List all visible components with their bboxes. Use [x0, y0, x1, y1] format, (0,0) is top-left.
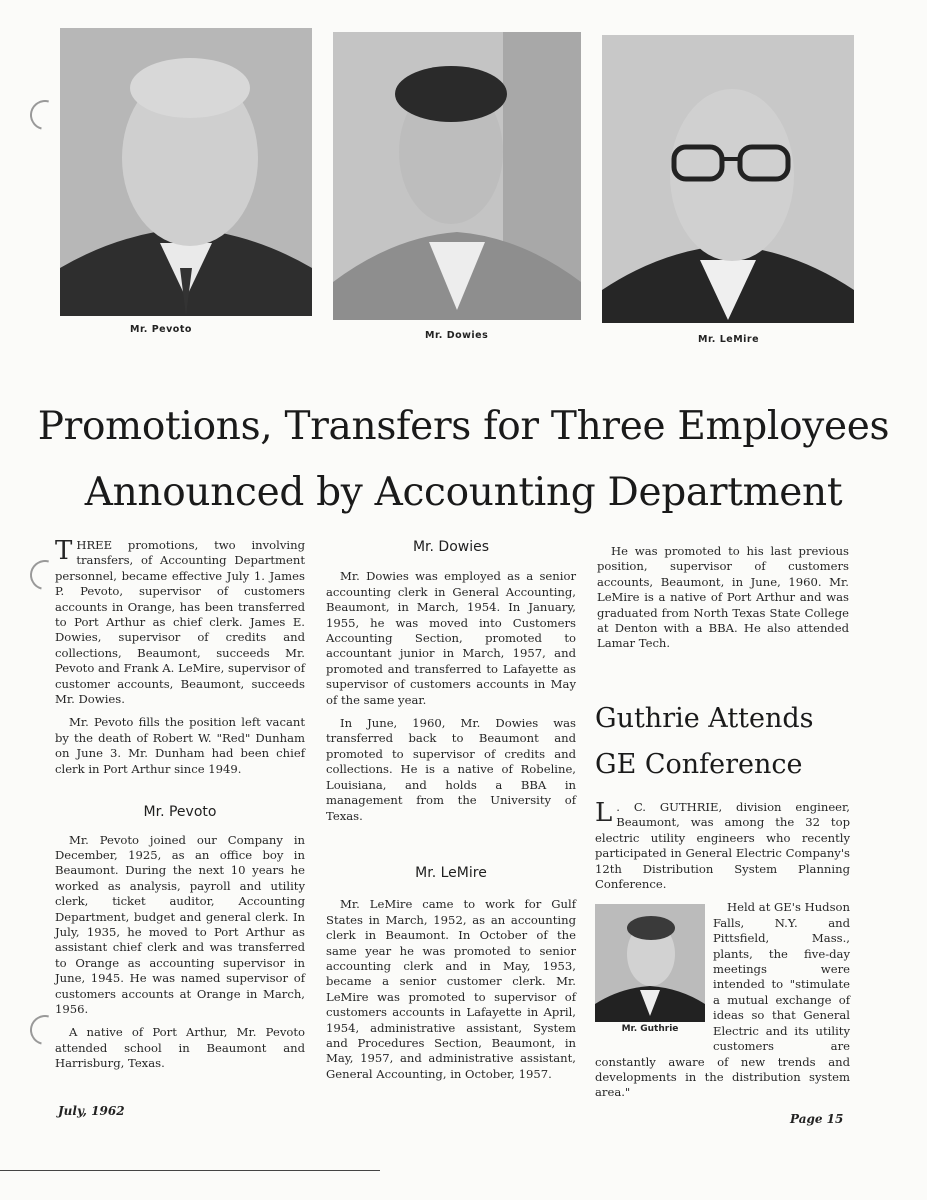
guthrie-paragraph-1: L . C. GUTHRIE, division engineer, Beaumont, was among the 32 top electric utility engineers who recently participated in General Electric Company's 12th Distribution System Planning Conference.: [595, 798, 850, 892]
column-1: [55, 538, 305, 1080]
dowies-caption: Mr. Dowies: [425, 330, 489, 341]
col1-paragraph-2: Mr. Pevoto fills the position left vacant by the death of Robert W. "Red" Dunham on June 3. Mr. Dunham had been chief clerk in Port Arthur since 1949.: [55, 715, 305, 776]
dowies-subhead: Mr. Dowies: [412, 539, 490, 555]
guthrie-paragraph-2: Held at GE's Hudson Falls, N.Y. and Pittsfield, Mass., plants, the five-day meetings were intended to "stimulate a mutual exchange of ideas so that General Electric and its utility customers are constantly aware of new trends and developments in the distribution system area.": [595, 900, 850, 1100]
intro-paragraph: THREE promotions, two involving transfers, of Accounting Department personnel, became effective July 1. James P. Pevoto, supervisor of customers accounts in Orange, has been transferred to Port Arthur as chief clerk. James E. Dowies, supervisor of credits and collections, Beaumont, succeeds Mr. Pevoto and Frank A. LeMire, supervisor of customer accounts, Beaumont, succeeds Mr. Dowies.: [55, 536, 305, 707]
guthrie-photo: [595, 904, 705, 1022]
page-number: Page 15: [790, 1112, 844, 1126]
col2-paragraph-1: Mr. Dowies was employed as a senior accounting clerk in General Accounting, Beaumont, in March, 1954. In January, 1955, he was moved into Customers Accounting Section, promoted to accountant junior in March, 1957, and promoted and transferred to Lafayette as supervisor of customers accounts in May of the same year.: [326, 569, 576, 707]
pevoto-subhead: Mr. Pevoto: [143, 804, 217, 821]
guthrie-headline: [595, 696, 855, 788]
guthrie-caption: Mr. Guthrie: [621, 1024, 679, 1035]
dowies-photo: [333, 32, 581, 320]
headline-line-1: Promotions, Transfers for Three Employees: [37, 404, 890, 449]
pevoto-photo: [60, 28, 312, 316]
lemire-subhead: Mr. LeMire: [415, 864, 487, 881]
bottom-rule: [0, 1170, 380, 1171]
col1-paragraph-4: A native of Port Arthur, Mr. Pevoto attended school in Beaumont and Harrisburg, Texas.: [55, 1025, 305, 1071]
col3-paragraph-1: He was promoted to his last previous position, supervisor of customers accounts, Beaumont, in June, 1960. Mr. LeMire is a native of Port Arthur and was graduated from North Texas State College at Denton with a BBA. He also attended Lamar Tech.: [597, 544, 849, 651]
col1-paragraph-3: Mr. Pevoto joined our Company in December, 1925, as an office boy in Beaumont. During the next 10 years he worked as analysis, payroll and utility clerk, ticket auditor, Accounting Department, budget and general clerk. In July, 1935, he moved to Port Arthur as assistant chief clerk and was transferred to Orange as accounting supervisor in June, 1945. He was named supervisor of customers accounts at Orange in March, 1956.: [55, 832, 305, 1016]
col2-paragraph-2: In June, 1960, Mr. Dowies was transferred back to Beaumont and promoted to supervisor of credits and collections. He is a native of Robeline, Louisiana, and holds a BBA in management from the University of Texas.: [326, 716, 576, 823]
col2-paragraph-3: Mr. LeMire came to work for Gulf States in March, 1952, as an accounting clerk in Beaumont. In October of the same year he was promoted to senior accounting clerk and in May, 1953, became a senior customer clerk. Mr. LeMire was promoted to supervisor of customers accounts in Lafayette in April, 1954, administrative assistant, System and Procedures Section, Beaumont, in May, 1957, and administrative assistant, General Accounting, in October, 1957.: [326, 897, 576, 1081]
guthrie-article: [595, 800, 850, 1109]
intro-dropcap: T: [55, 536, 73, 566]
issue-date: July, 1962: [58, 1104, 125, 1118]
headline-line-2: Announced by Accounting Department: [84, 470, 843, 515]
lemire-caption: Mr. LeMire: [698, 334, 760, 345]
guthrie-headline-line-1: Guthrie Attends: [595, 703, 814, 734]
guthrie-dropcap: L: [595, 798, 613, 828]
column-3: [597, 544, 849, 660]
lemire-photo: [602, 35, 854, 323]
column-2: [326, 540, 576, 1090]
guthrie-headline-line-2: GE Conference: [595, 749, 803, 780]
pevoto-caption: Mr. Pevoto: [130, 324, 192, 335]
